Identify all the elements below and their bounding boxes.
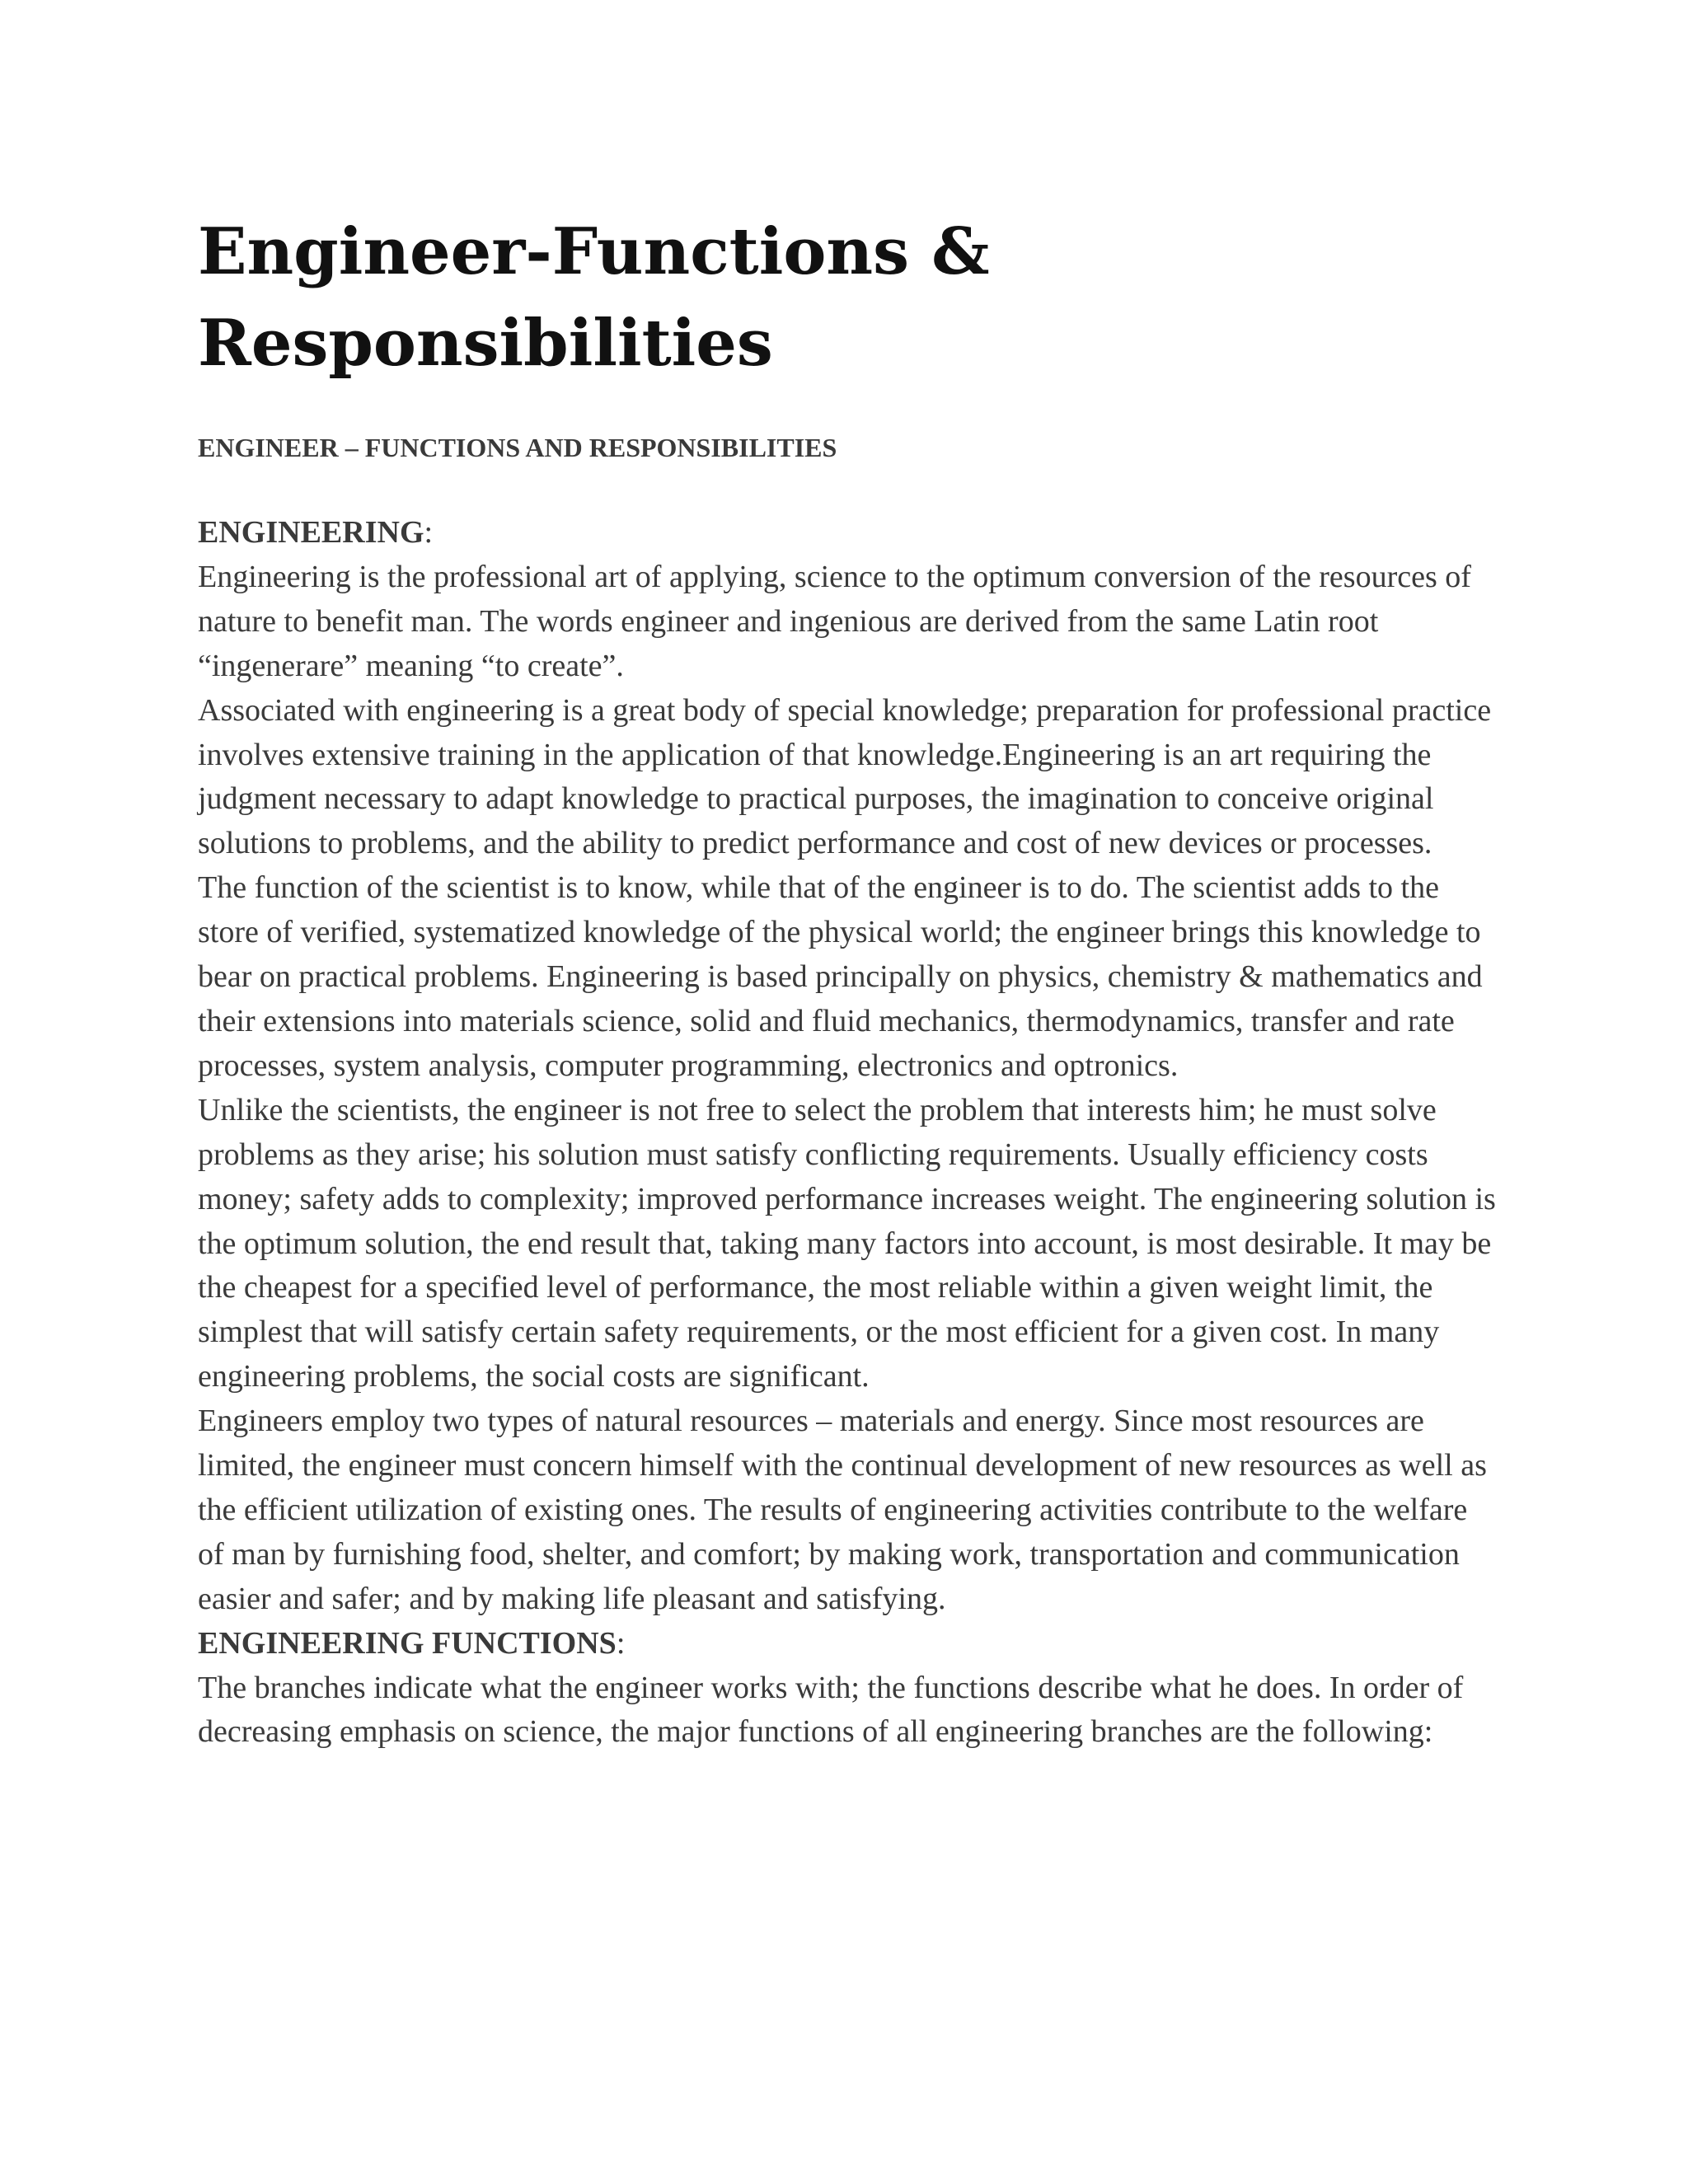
- section-heading-engineering-functions: [198, 1622, 1500, 1666]
- document-subtitle: ENGINEER – FUNCTIONS AND RESPONSIBILITIES: [198, 433, 837, 462]
- paragraph: Associated with engineering is a great body of special knowledge; preparation for professional practice involves extensive training in the application of that knowledge.Engineering is an art requiring the judgment necessary to adapt knowledge to practical purposes, the imagination to conceive original solutions to problems, and the ability to predict performance and cost of new devices or processes.: [198, 692, 1492, 861]
- document-body: [198, 511, 1500, 1755]
- paragraph: The function of the scientist is to know, while that of the engineer is to do. The scientist adds to the store of verified, systematized knowledge of the physical world; the engineer brings this knowledge to bear on practical problems. Engineering is based principally on physics, chemistry & mathematics and their extensions into materials science, solid and fluid mechanics, thermodynamics, transfer and rate processes, system analysis, computer programming, electronics and optronics.: [198, 870, 1483, 1083]
- heading-colon: :: [616, 1625, 626, 1661]
- document-title: Engineer-Functions & Responsibilities: [198, 214, 990, 381]
- section-heading-label: ENGINEERING: [198, 515, 424, 550]
- paragraph: Engineering is the professional art of applying, science to the optimum conversion of the resources of nature to benefit man. The words engineer and ingenious are derived from the same Latin root “ingenerare” meaning “to create”.: [198, 559, 1471, 683]
- paragraph: Unlike the scientists, the engineer is not free to select the problem that interests him; he must solve problems as they arise; his solution must satisfy conflicting requirements. Usually efficiency costs money; safety adds to complexity; improved performance increases weight. The engineering solution is the optimum solution, the end result that, taking many factors into account, is most desirable. It may be the cheapest for a specified level of performance, the most reliable within a given weight limit, the simplest that will satisfy certain safety requirements, or the most efficient for a given cost. In many engineering problems, the social costs are significant.: [198, 1092, 1496, 1394]
- paragraph: Engineers employ two types of natural resources – materials and energy. Since most resources are limited, the engineer must concern himself with the continual development of new resources as well as the efficient utilization of existing ones. The results of engineering activities contribute to the welfare of man by furnishing food, shelter, and comfort; by making work, transportation and communication easier and safer; and by making life pleasant and satisfying.: [198, 1404, 1487, 1616]
- heading-colon: :: [424, 515, 434, 550]
- section-heading-label: ENGINEERING FUNCTIONS: [198, 1625, 617, 1661]
- paragraph: The branches indicate what the engineer works with; the functions describe what he does. In order of decreasing emphasis on science, the major functions of all engineering branches are the following:: [198, 1670, 1464, 1750]
- section-heading-engineering: [198, 511, 1500, 555]
